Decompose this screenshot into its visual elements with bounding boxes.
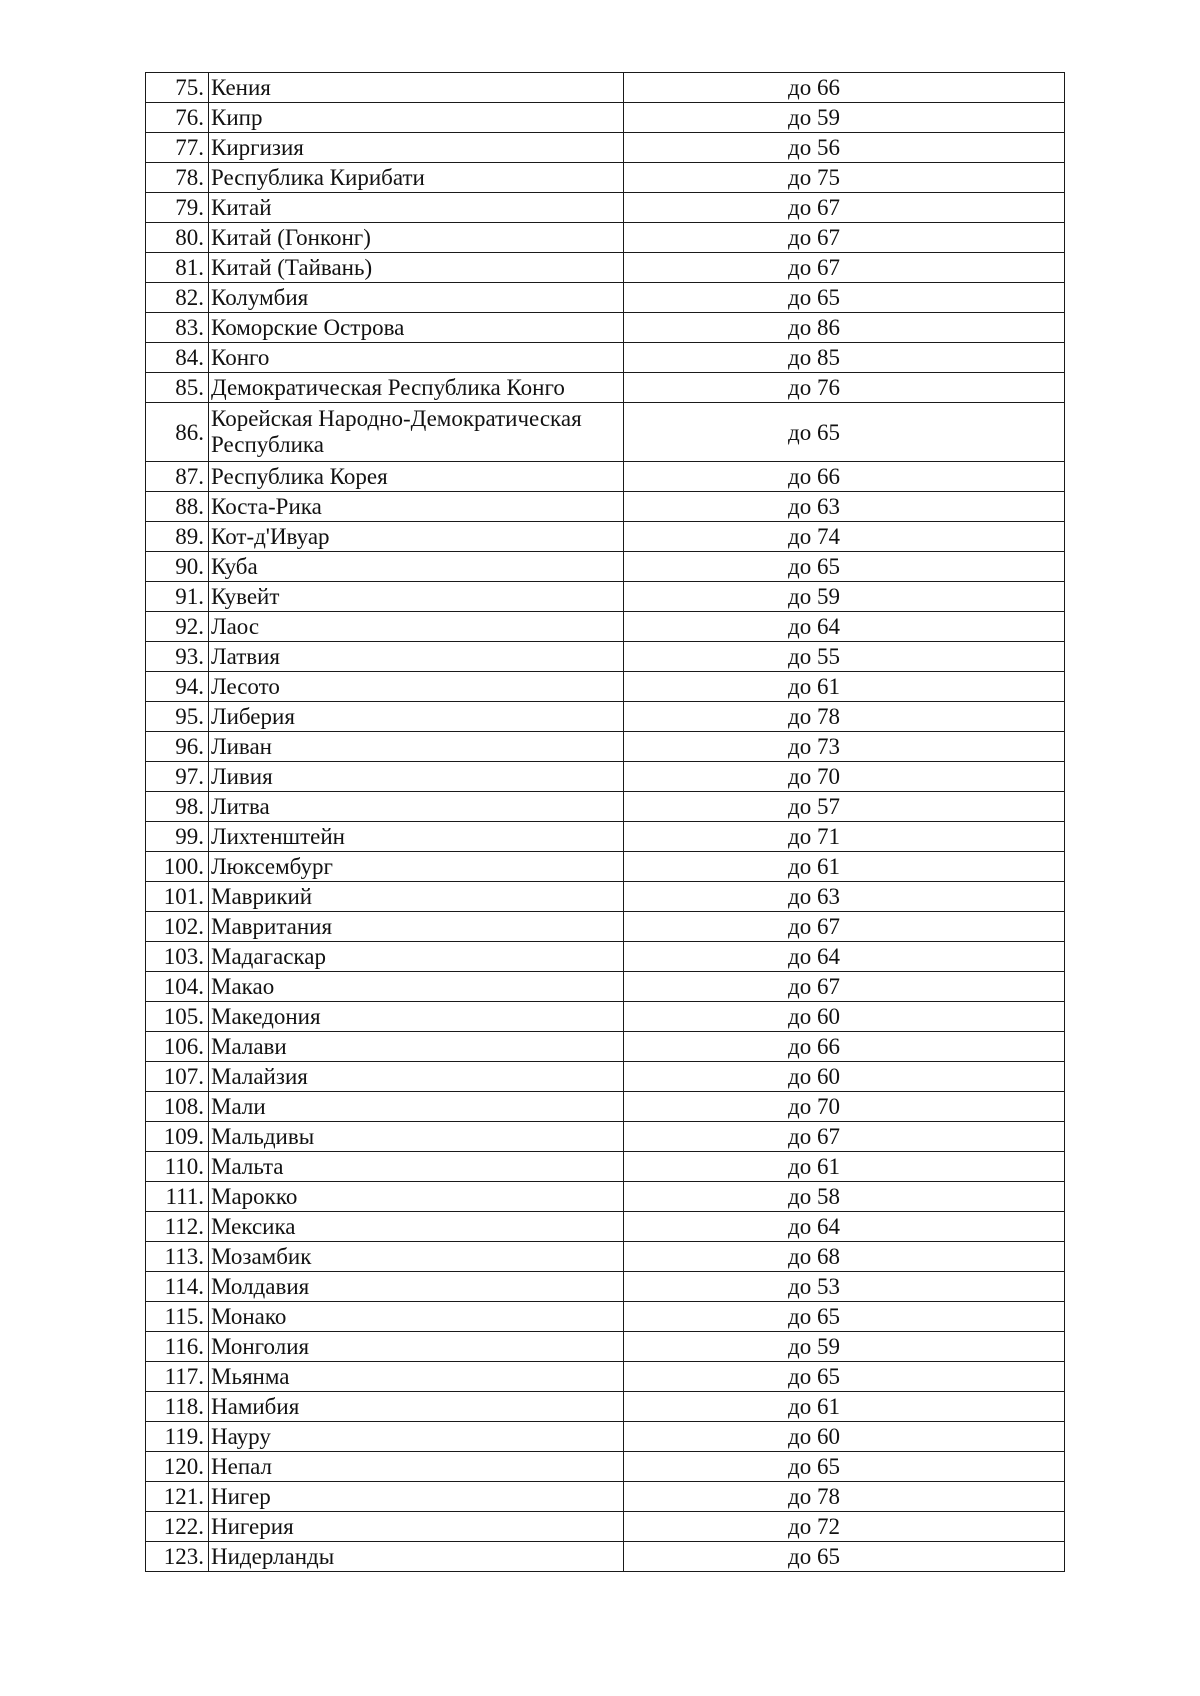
limit-value: до 67 [624, 193, 1065, 223]
table-row [146, 732, 1065, 762]
table-row [146, 373, 1065, 403]
limit-value: до 86 [624, 313, 1065, 343]
country-name: Намибия [209, 1392, 624, 1422]
row-number: 112. [146, 1212, 209, 1242]
table-row [146, 133, 1065, 163]
table-row [146, 1272, 1065, 1302]
row-number: 108. [146, 1092, 209, 1122]
country-name: Киргизия [209, 133, 624, 163]
table-row [146, 223, 1065, 253]
table-row [146, 852, 1065, 882]
limit-value: до 53 [624, 1272, 1065, 1302]
row-number: 94. [146, 672, 209, 702]
table-row [146, 343, 1065, 373]
limit-value: до 60 [624, 1002, 1065, 1032]
country-name: Куба [209, 552, 624, 582]
country-name: Мальдивы [209, 1122, 624, 1152]
table-row [146, 403, 1065, 462]
limit-value: до 60 [624, 1062, 1065, 1092]
limit-value: до 66 [624, 73, 1065, 103]
country-name: Люксембург [209, 852, 624, 882]
row-number: 95. [146, 702, 209, 732]
row-number: 114. [146, 1272, 209, 1302]
row-number: 105. [146, 1002, 209, 1032]
table-row [146, 1332, 1065, 1362]
limit-value: до 59 [624, 1332, 1065, 1362]
table-row [146, 492, 1065, 522]
country-name: Колумбия [209, 283, 624, 313]
limit-value: до 60 [624, 1422, 1065, 1452]
country-name: Малайзия [209, 1062, 624, 1092]
country-name: Макао [209, 972, 624, 1002]
table-row [146, 193, 1065, 223]
table-row [146, 1242, 1065, 1272]
country-name: Лаос [209, 612, 624, 642]
row-number: 85. [146, 373, 209, 403]
limit-value: до 67 [624, 912, 1065, 942]
limit-value: до 61 [624, 1152, 1065, 1182]
row-number: 76. [146, 103, 209, 133]
row-number: 82. [146, 283, 209, 313]
limit-value: до 64 [624, 612, 1065, 642]
country-name: Монако [209, 1302, 624, 1332]
country-name: Мальта [209, 1152, 624, 1182]
table-row [146, 1002, 1065, 1032]
country-name: Кувейт [209, 582, 624, 612]
country-name: Нигерия [209, 1512, 624, 1542]
row-number: 83. [146, 313, 209, 343]
table-row [146, 552, 1065, 582]
table-row [146, 822, 1065, 852]
limit-value: до 75 [624, 163, 1065, 193]
table-row [146, 163, 1065, 193]
row-number: 118. [146, 1392, 209, 1422]
country-name: Мексика [209, 1212, 624, 1242]
row-number: 106. [146, 1032, 209, 1062]
limit-value: до 65 [624, 552, 1065, 582]
row-number: 98. [146, 792, 209, 822]
row-number: 80. [146, 223, 209, 253]
row-number: 87. [146, 462, 209, 492]
table-row [146, 672, 1065, 702]
row-number: 103. [146, 942, 209, 972]
limit-value: до 61 [624, 852, 1065, 882]
row-number: 84. [146, 343, 209, 373]
limit-value: до 65 [624, 1452, 1065, 1482]
row-number: 75. [146, 73, 209, 103]
country-name: Нигер [209, 1482, 624, 1512]
row-number: 96. [146, 732, 209, 762]
table-row [146, 103, 1065, 133]
limit-value: до 63 [624, 492, 1065, 522]
country-name: Республика Кирибати [209, 163, 624, 193]
country-name: Молдавия [209, 1272, 624, 1302]
limit-value: до 65 [624, 1542, 1065, 1572]
table-row [146, 313, 1065, 343]
table-row [146, 702, 1065, 732]
row-number: 123. [146, 1542, 209, 1572]
limit-value: до 59 [624, 582, 1065, 612]
row-number: 101. [146, 882, 209, 912]
country-name: Мадагаскар [209, 942, 624, 972]
country-name: Малави [209, 1032, 624, 1062]
row-number: 122. [146, 1512, 209, 1542]
table-row [146, 792, 1065, 822]
limit-value: до 63 [624, 882, 1065, 912]
country-name: Кения [209, 73, 624, 103]
country-name: Монголия [209, 1332, 624, 1362]
table-row [146, 1152, 1065, 1182]
country-limits-table [145, 72, 1065, 1572]
row-number: 109. [146, 1122, 209, 1152]
row-number: 115. [146, 1302, 209, 1332]
table-row [146, 1362, 1065, 1392]
limit-value: до 58 [624, 1182, 1065, 1212]
country-name: Китай [209, 193, 624, 223]
country-name: Нидерланды [209, 1542, 624, 1572]
row-number: 107. [146, 1062, 209, 1092]
country-name: Лесото [209, 672, 624, 702]
row-number: 100. [146, 852, 209, 882]
limit-value: до 70 [624, 1092, 1065, 1122]
table-row [146, 1512, 1065, 1542]
table-row [146, 462, 1065, 492]
limit-value: до 64 [624, 942, 1065, 972]
limit-value: до 67 [624, 1122, 1065, 1152]
limit-value: до 67 [624, 972, 1065, 1002]
row-number: 91. [146, 582, 209, 612]
country-name: Мьянма [209, 1362, 624, 1392]
country-name: Латвия [209, 642, 624, 672]
table-row [146, 762, 1065, 792]
table-row [146, 1182, 1065, 1212]
limit-value: до 65 [624, 283, 1065, 313]
limit-value: до 66 [624, 1032, 1065, 1062]
row-number: 104. [146, 972, 209, 1002]
country-name: Македония [209, 1002, 624, 1032]
limit-value: до 57 [624, 792, 1065, 822]
country-name: Китай (Тайвань) [209, 253, 624, 283]
country-name: Китай (Гонконг) [209, 223, 624, 253]
row-number: 93. [146, 642, 209, 672]
row-number: 116. [146, 1332, 209, 1362]
row-number: 110. [146, 1152, 209, 1182]
row-number: 79. [146, 193, 209, 223]
country-name: Литва [209, 792, 624, 822]
limit-value: до 76 [624, 373, 1065, 403]
row-number: 97. [146, 762, 209, 792]
limit-value: до 59 [624, 103, 1065, 133]
table-row [146, 612, 1065, 642]
table-row [146, 1542, 1065, 1572]
country-name: Марокко [209, 1182, 624, 1212]
country-name: Демократическая Республика Конго [209, 373, 624, 403]
country-name: Мавритания [209, 912, 624, 942]
limit-value: до 71 [624, 822, 1065, 852]
row-number: 120. [146, 1452, 209, 1482]
table-row [146, 1122, 1065, 1152]
country-name: Корейская Народно-Демократическая Республика [209, 403, 624, 462]
row-number: 121. [146, 1482, 209, 1512]
table-row [146, 1392, 1065, 1422]
country-name: Мали [209, 1092, 624, 1122]
table-row [146, 1482, 1065, 1512]
country-name: Коста-Рика [209, 492, 624, 522]
table-body [146, 73, 1065, 1572]
country-name: Маврикий [209, 882, 624, 912]
country-name: Кипр [209, 103, 624, 133]
country-name: Кот-д'Ивуар [209, 522, 624, 552]
row-number: 119. [146, 1422, 209, 1452]
row-number: 78. [146, 163, 209, 193]
country-name: Лихтенштейн [209, 822, 624, 852]
limit-value: до 61 [624, 1392, 1065, 1422]
table-row [146, 283, 1065, 313]
table-row [146, 1422, 1065, 1452]
limit-value: до 67 [624, 253, 1065, 283]
row-number: 88. [146, 492, 209, 522]
country-name: Науру [209, 1422, 624, 1452]
table-row [146, 972, 1065, 1002]
table-row [146, 1032, 1065, 1062]
table-row [146, 582, 1065, 612]
row-number: 111. [146, 1182, 209, 1212]
table-row [146, 1212, 1065, 1242]
country-name: Республика Корея [209, 462, 624, 492]
limit-value: до 78 [624, 702, 1065, 732]
table-row [146, 882, 1065, 912]
limit-value: до 56 [624, 133, 1065, 163]
country-name: Либерия [209, 702, 624, 732]
limit-value: до 68 [624, 1242, 1065, 1272]
table-row [146, 1452, 1065, 1482]
row-number: 99. [146, 822, 209, 852]
table-row [146, 1092, 1065, 1122]
table-row [146, 253, 1065, 283]
table-row [146, 73, 1065, 103]
limit-value: до 73 [624, 732, 1065, 762]
row-number: 89. [146, 522, 209, 552]
row-number: 102. [146, 912, 209, 942]
limit-value: до 65 [624, 1362, 1065, 1392]
limit-value: до 72 [624, 1512, 1065, 1542]
limit-value: до 66 [624, 462, 1065, 492]
limit-value: до 55 [624, 642, 1065, 672]
table-row [146, 1302, 1065, 1332]
row-number: 86. [146, 403, 209, 462]
table-row [146, 912, 1065, 942]
country-name: Непал [209, 1452, 624, 1482]
table-row [146, 942, 1065, 972]
limit-value: до 67 [624, 223, 1065, 253]
country-name: Мозамбик [209, 1242, 624, 1272]
row-number: 90. [146, 552, 209, 582]
limit-value: до 78 [624, 1482, 1065, 1512]
limit-value: до 65 [624, 403, 1065, 462]
limit-value: до 70 [624, 762, 1065, 792]
limit-value: до 85 [624, 343, 1065, 373]
limit-value: до 61 [624, 672, 1065, 702]
country-name: Ливия [209, 762, 624, 792]
limit-value: до 64 [624, 1212, 1065, 1242]
row-number: 113. [146, 1242, 209, 1272]
table-row [146, 642, 1065, 672]
row-number: 117. [146, 1362, 209, 1392]
row-number: 77. [146, 133, 209, 163]
table-row [146, 522, 1065, 552]
country-name: Коморские Острова [209, 313, 624, 343]
country-name: Конго [209, 343, 624, 373]
limit-value: до 65 [624, 1302, 1065, 1332]
country-name: Ливан [209, 732, 624, 762]
row-number: 92. [146, 612, 209, 642]
limit-value: до 74 [624, 522, 1065, 552]
row-number: 81. [146, 253, 209, 283]
table-row [146, 1062, 1065, 1092]
